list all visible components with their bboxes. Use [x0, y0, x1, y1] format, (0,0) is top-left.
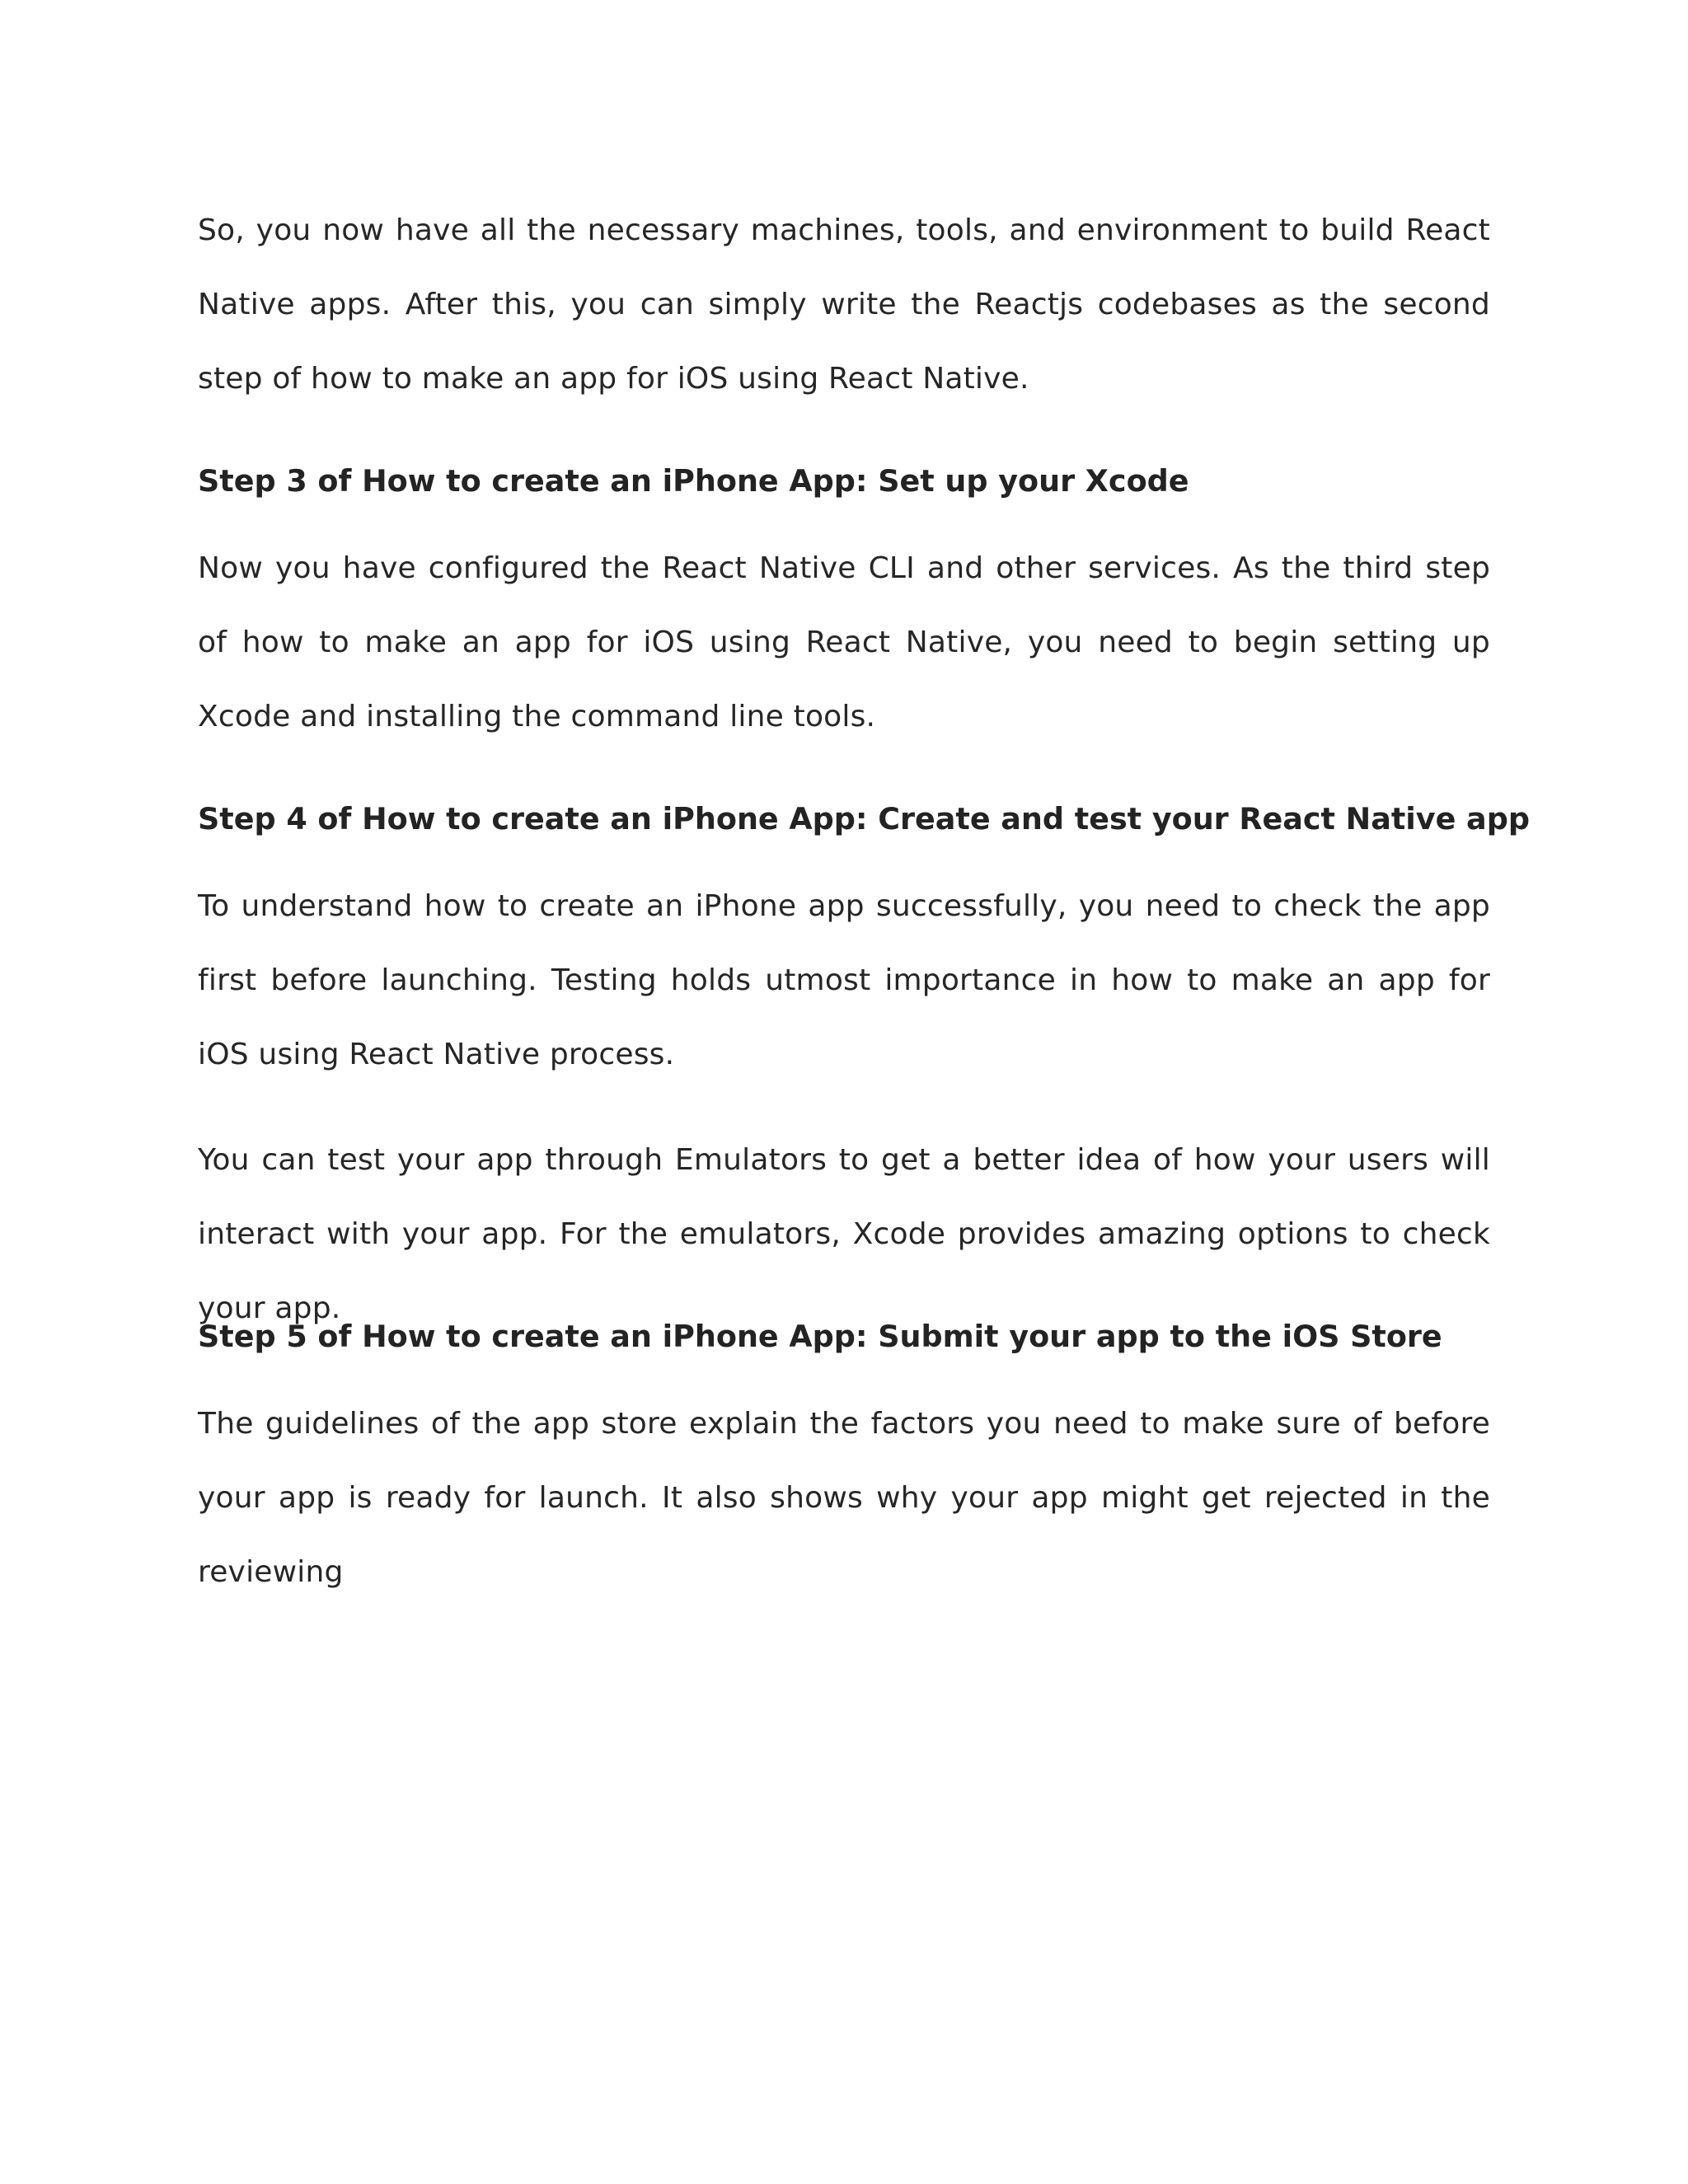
paragraph-step-3: Now you have configured the React Native CLI and other services. As the third step of how to make an app for iOS using React Native, you need to begin setting up Xcode and installing the command line tools. — [198, 551, 1490, 733]
heading-step-4: Step 4 of How to create an iPhone App: Create and test your React Native app — [198, 801, 1530, 837]
heading-step-3: Step 3 of How to create an iPhone App: Set up your Xcode — [198, 463, 1189, 499]
paragraph-step-4-a: To understand how to create an iPhone app successfully, you need to check the app first before launching. Testing holds utmost importance in how to make an app for iOS using React Native process. — [198, 889, 1490, 1071]
heading-step-5: Step 5 of How to create an iPhone App: Submit your app to the iOS Store — [198, 1319, 1442, 1354]
paragraph-step-4-b: You can test your app through Emulators to get a better idea of how your users will interact with your app. For the emulators, Xcode provides amazing options to check your app. — [198, 1143, 1490, 1325]
paragraph-intro: So, you now have all the necessary machines, tools, and environment to build React Native apps. After this, you can simply write the Reactjs codebases as the second step of how to make an app for iOS using React Native. — [198, 213, 1490, 396]
paragraph-step-5: The guidelines of the app store explain the factors you need to make sure of before your app is ready for launch. It also shows why your app might get rejected in the reviewing — [198, 1407, 1490, 1589]
